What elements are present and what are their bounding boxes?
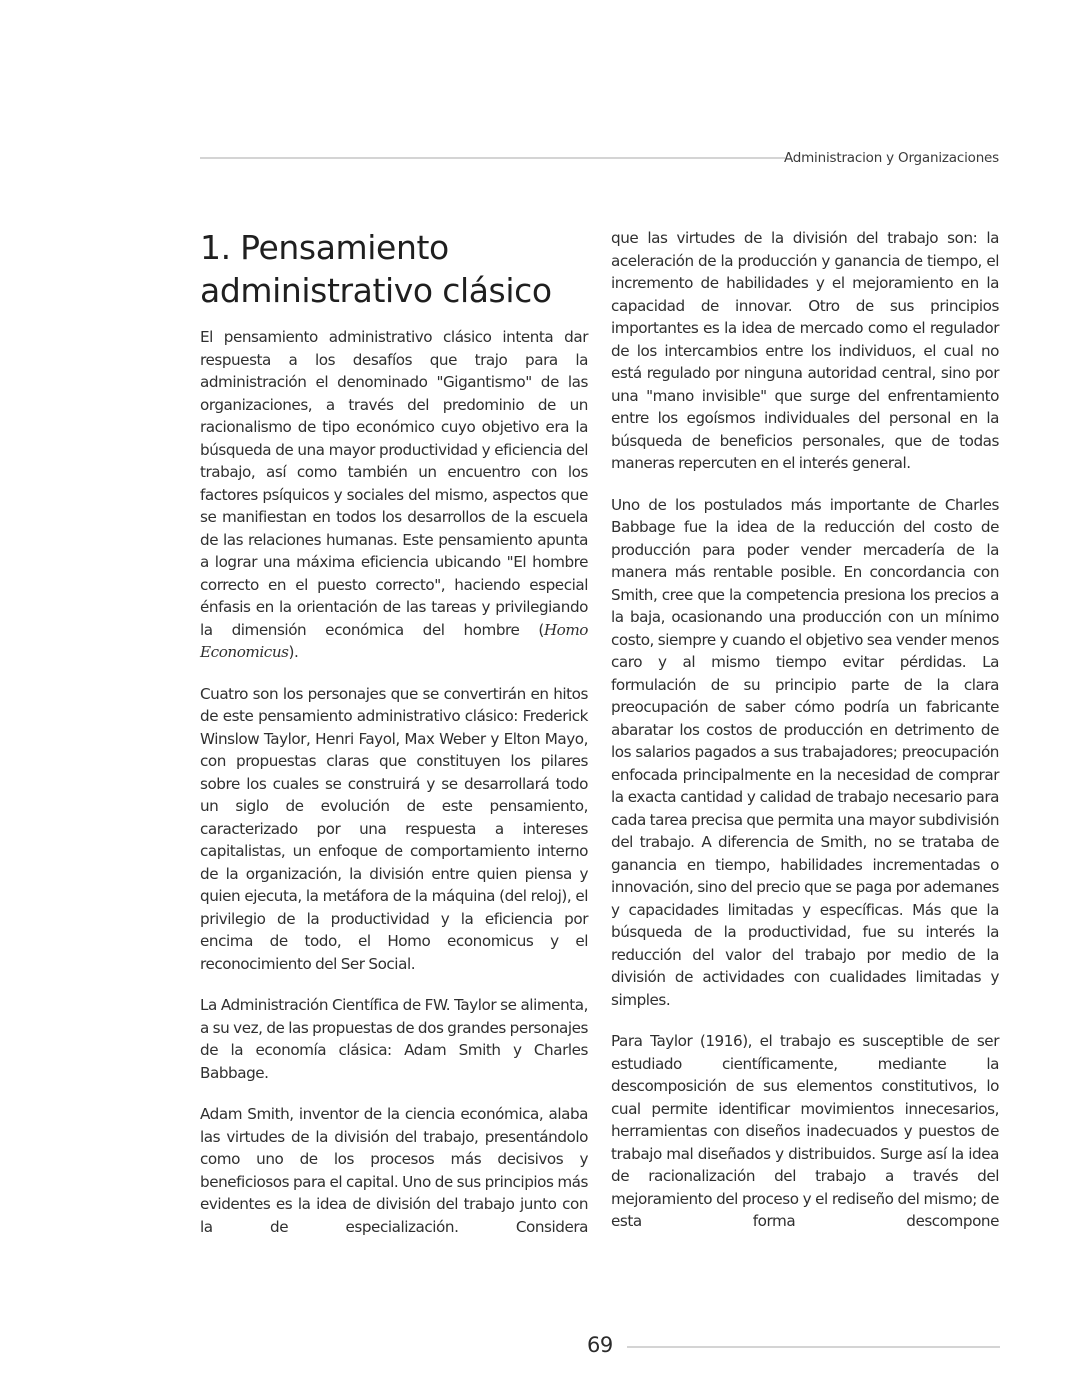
right-column [611, 227, 999, 1252]
section-title [200, 226, 588, 312]
paragraph-babbage: Uno de los postulados más importante de Charles Babbage fue la idea de la reducción del costo de producción para poder vender mercadería de la manera más rentable posible. En concordancia con Smith, cree que la competencia presiona los precios a la baja, ocasionando una producción con un mínimo costo, siempre y cuando el objetivo sea vender menos caro y al mismo tiempo evitar pérdidas. La formulación de su principio parte de la clara preocupación de saber cómo podría un fabricante abaratar los costos de producción en detrimento de los salarios pagados a sus trabajadores; preocupación enfocada principalmente en la necesidad de comprar la exacta cantidad y calidad de trabajo necesario para cada tarea precisa que permita una mayor subdivisión del trabajo. A diferencia de Smith, no se trataba de ganancia en tiempo, habilidades incrementadas o innovación, sino del precio que se paga por ademanes y capacidades limitadas y específicas. Más que la búsqueda de la productividad, fue su interés la reducción del valor del trabajo por medio de la división de actividades con cualidades limitadas y simples. [611, 495, 999, 1009]
left-column [200, 226, 588, 1257]
paragraph-taylor-1916: Para Taylor (1916), el trabajo es susceptible de ser estudiado científicamente, mediante la descomposición de sus elementos constitutivos, lo cual permite identificar movimientos innecesarios, herramientas con diseños inadecuados y puestos de trabajo mal diseñados y distribuidos. Surge así la idea de racionalización del trabajo a través del mejoramiento del proceso y el rediseño del mismo; de esta forma descompone [611, 1032, 999, 1230]
paragraph-text: El pensamiento administrativo clásico intenta dar respuesta a los desafíos que trajo para la administración el denominado "Gigantismo" de las organizaciones, a través del predominio de un racionalismo de tipo económico cuyo objetivo era la búsqueda de una mayor productividad y eficiencia del trabajo, así como también un encuentro con los factores psíquicos y sociales del mismo, aspectos que se manifiestan en todos los desarrollos de la escuela de las relaciones humanas. Este pensamiento apunta a lograr una máxima eficiencia ubicando "El hombre correcto en el puesto correcto", haciendo especial énfasis en la orientación de las tareas y privilegiando la dimensión económica del hombre ( [200, 328, 588, 639]
paragraph-taylor-sources: La Administración Científica de FW. Taylor se alimenta, a su vez, de las propuestas de dos grandes personajes de la economía clásica: Adam Smith y Charles Babbage. [200, 996, 588, 1082]
running-head: Administracion y Organizaciones [783, 150, 999, 166]
italic-term: Homo Economicus [200, 620, 588, 661]
paragraph-adam-smith: Adam Smith, inventor de la ciencia económica, alaba las virtudes de la división del trabajo, presentándolo como uno de los procesos más decisivos y beneficiosos para el capital. Uno de sus principios más evidentes es la idea de división del trabajo junto con la de especialización. Considera [200, 1105, 588, 1236]
paragraph-four-figures: Cuatro son los personajes que se convertirán en hitos de este pensamiento administrativo clásico: Frederick Winslow Taylor, Henri Fayol, Max Weber y Elton Mayo, con propuestas claras que constituyen los pilares sobre los cuales se construirá y se desarrollará todo un siglo de evolución de este pensamiento, caracterizado por una respuesta a intereses capitalistas, un enfoque de comportamiento interno de la organización, la división entre quien piensa y quien ejecuta, la metáfora de la máquina (del reloj), el privilegio de la productividad y la eficiencia por encima de todo, el Homo economicus y el reconocimiento del Ser Social. [200, 684, 588, 973]
paragraph-intro [200, 326, 588, 664]
footer-rule [627, 1346, 1000, 1348]
paragraph-text: ). [288, 643, 299, 661]
page-number: 69 [587, 1333, 613, 1357]
paragraph-smith-continued: que las virtudes de la división del trabajo son: la aceleración de la producción y ganancia de tiempo, el incremento de habilidades y el mejoramiento en la capacidad de innovar. Otro de sus principios importantes es la idea de mercado como el regulador de los intercambios entre los individuos, el cual no está regulado por ninguna autoridad central, sino por una "mano invisible" que surge del enfrentamiento entre los egoísmos individuales del personal en la búsqueda de beneficios personales, que de todas maneras repercuten en el interés general. [611, 229, 999, 472]
section-title-line-2: administrativo clásico [200, 271, 552, 310]
section-title-line-1: 1. Pensamiento [200, 228, 449, 267]
header-rule [200, 157, 785, 159]
